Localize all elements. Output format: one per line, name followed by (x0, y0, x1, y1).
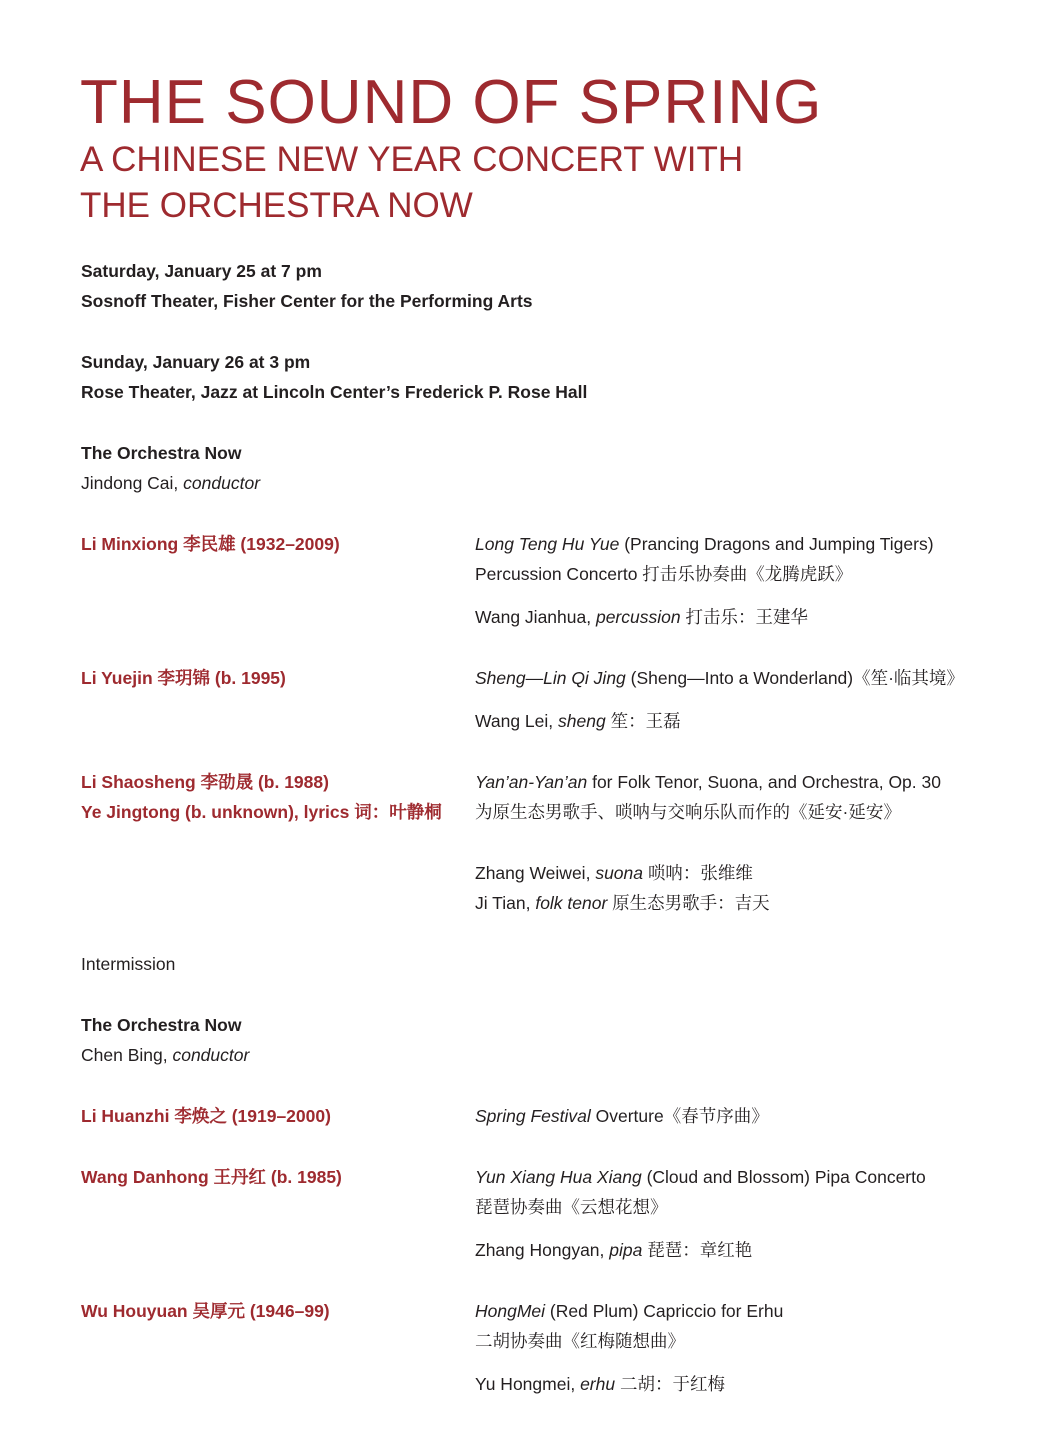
soloist-cn: 琵琶：章红艳 (642, 1240, 753, 1260)
work-title-line2: 琵琶协奏曲《云想花想》 (475, 1197, 668, 1217)
performance-venue: Rose Theater, Jazz at Lincoln Center’s Frederick P. Rose Hall (81, 382, 588, 402)
soloist-role: erhu (580, 1374, 616, 1394)
conductor-name: Jindong Cai, (81, 473, 179, 493)
work-title (475, 1296, 783, 1326)
soloist-credit (475, 706, 681, 736)
work-title (475, 1162, 926, 1192)
soloist-cn: 唢呐：张维维 (643, 863, 753, 883)
soloist-role: sheng (558, 711, 606, 731)
work-title (475, 663, 964, 693)
work-title-italic: Sheng—Lin Qi Jing (475, 668, 626, 688)
work-title (475, 529, 934, 559)
soloist-name: Yu Hongmei, (475, 1374, 576, 1394)
work-title-line2: 为原生态男歌手、唢呐与交响乐队而作的《延安·延安》 (475, 802, 901, 822)
soloist-cn: 二胡：于红梅 (615, 1374, 725, 1394)
work-title-rest: (Sheng—Into a Wonderland)《笙·临其境》 (625, 668, 964, 688)
work-title-italic: Yan’an-Yan’an (475, 772, 588, 792)
conductor-credit (81, 1040, 249, 1070)
soloist-role: suona (595, 863, 643, 883)
page-subtitle (80, 137, 743, 229)
work-title-italic: Spring Festival (475, 1106, 591, 1126)
composer: Li Shaosheng 李劭晟 (b. 1988) (81, 772, 329, 792)
work-title-rest: (Prancing Dragons and Jumping Tigers) (619, 534, 934, 554)
conductor-name: Chen Bing, (81, 1045, 168, 1065)
composer: Li Huanzhi 李焕之 (1919–2000) (81, 1106, 331, 1126)
soloist-cn: 打击乐：王建华 (680, 607, 808, 627)
work-title-italic: Long Teng Hu Yue (475, 534, 620, 554)
composer: Li Minxiong 李民雄 (1932–2009) (81, 534, 340, 554)
work-title-italic: HongMei (475, 1301, 546, 1321)
conductor-credit (81, 468, 260, 498)
intermission: Intermission (81, 954, 176, 974)
soloist-cn: 原生态男歌手：吉天 (607, 893, 770, 913)
soloist-cn: 笙：王磊 (605, 711, 681, 731)
work-title-line2: Percussion Concerto 打击乐协奏曲《龙腾虎跃》 (475, 564, 853, 584)
work-title-rest: Overture《春节序曲》 (590, 1106, 769, 1126)
soloist-role: pipa (609, 1240, 643, 1260)
work-title-italic: Yun Xiang Hua Xiang (475, 1167, 642, 1187)
composer: Li Yuejin 李玥锦 (b. 1995) (81, 668, 286, 688)
soloist-name: Wang Jianhua, (475, 607, 592, 627)
soloist-name: Zhang Hongyan, (475, 1240, 605, 1260)
work-title-rest: for Folk Tenor, Suona, and Orchestra, Op. 30 (587, 772, 941, 792)
lyricist: Ye Jingtong (b. unknown), lyrics 词：叶静桐 (81, 802, 442, 822)
composer: Wang Danhong 王丹红 (b. 1985) (81, 1167, 342, 1187)
soloist-credit (475, 858, 753, 888)
work-title-line2: 二胡协奏曲《红梅随想曲》 (475, 1331, 685, 1351)
conductor-role: conductor (172, 1045, 250, 1065)
subtitle-line: THE ORCHESTRA NOW (80, 186, 473, 225)
soloist-name: Ji Tian, (475, 893, 531, 913)
soloist-credit (475, 602, 808, 632)
soloist-credit (475, 1369, 725, 1399)
work-title-rest: (Red Plum) Capriccio for Erhu (545, 1301, 784, 1321)
ensemble-name: The Orchestra Now (81, 1015, 242, 1035)
soloist-credit (475, 888, 770, 918)
work-title-rest: (Cloud and Blossom) Pipa Concerto (641, 1167, 926, 1187)
soloist-name: Wang Lei, (475, 711, 554, 731)
soloist-role: percussion (595, 607, 681, 627)
composer: Wu Houyuan 吴厚元 (1946–99) (81, 1301, 330, 1321)
work-title (475, 767, 941, 797)
performance-date: Sunday, January 26 at 3 pm (81, 352, 311, 372)
performance-venue: Sosnoff Theater, Fisher Center for the Performing Arts (81, 291, 533, 311)
subtitle-line: A CHINESE NEW YEAR CONCERT WITH (80, 140, 744, 179)
soloist-role: folk tenor (535, 893, 608, 913)
page-title: THE SOUND OF SPRING (80, 68, 823, 137)
performance-date: Saturday, January 25 at 7 pm (81, 261, 322, 281)
work-title (475, 1101, 769, 1131)
soloist-credit (475, 1235, 752, 1265)
ensemble-name: The Orchestra Now (81, 443, 242, 463)
conductor-role: conductor (183, 473, 261, 493)
soloist-name: Zhang Weiwei, (475, 863, 591, 883)
